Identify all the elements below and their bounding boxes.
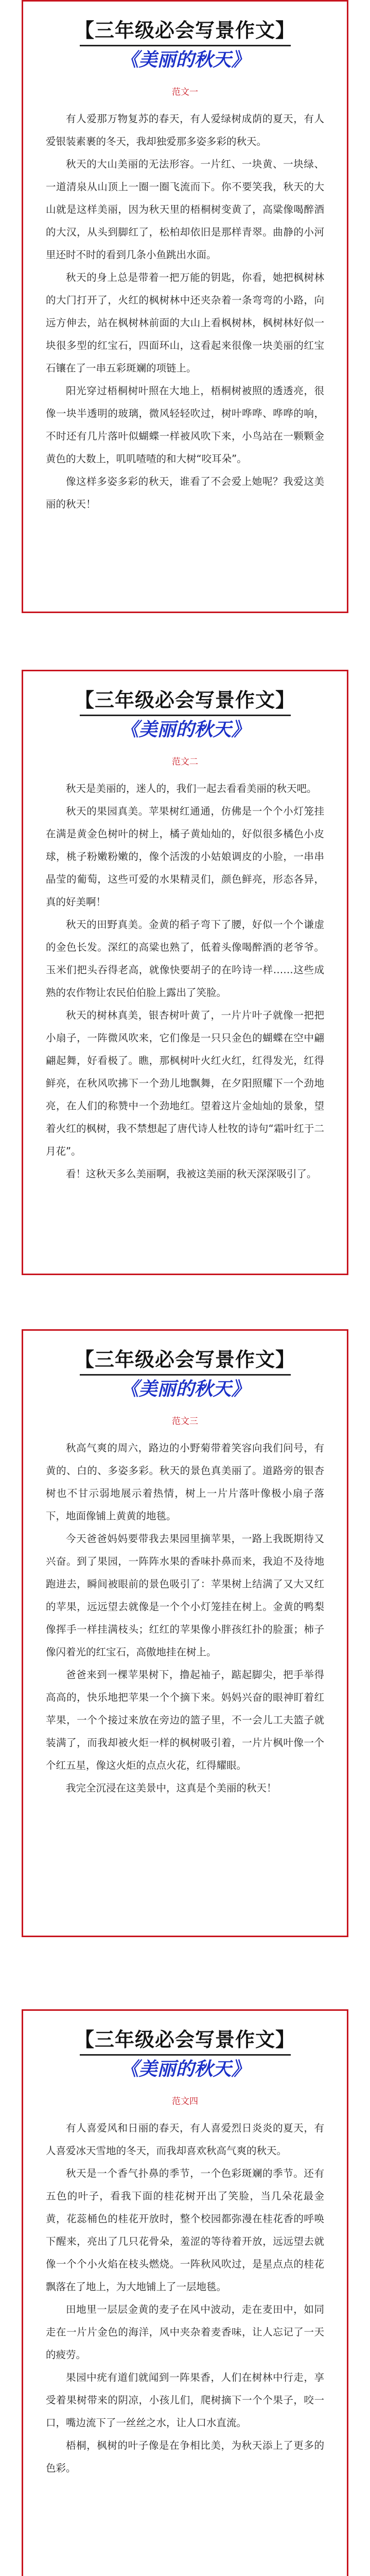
paragraph: 我完全沉浸在这美景中，这真是个美丽的秋天！ — [66, 1782, 277, 1794]
essay-banner — [69, 17, 301, 73]
essay-body — [23, 2117, 347, 2480]
essay-body — [23, 777, 347, 1185]
essay-banner — [69, 2026, 301, 2082]
essay-page-1 — [22, 0, 348, 613]
essay-page-4 — [22, 2009, 348, 2576]
paragraph: 秋天的身上总是带着一把万能的钥匙，你看，她把枫树林的大门打开了，火红的枫树林中还夹杂着一条弯弯的小路，向远方伸去，站在枫树林前面的大山上看枫树林，枫树林好似一块很多型的红宝石，四面环山，这看起来很像一块美丽的红宝石镶在了一串五彩斑斓的项链上。 — [46, 272, 324, 374]
essay-label: 范文三 — [172, 1416, 198, 1427]
paragraph: 阳光穿过梧桐树叶照在大地上，梧桐树被照的透透亮，很像一块半透明的玻璃，微风轻轻吹过，树叶哗哗、哗哗的响，不时还有几片落叶似蝴蝶一样被风吹下来，小鸟站在一颗颗金黄色的大数上，叽叽喳喳的和大树“咬耳朵”。 — [46, 385, 324, 465]
series-heading: 【三年级必会写景作文】 — [74, 1348, 295, 1371]
paragraph: 果园中疣有道们就闻到一阵果香，人们在树林中行走，享受着果树带来的阴凉，小孩儿们，爬树摘下一个个果子，咬一口，嘴边流下了一丝丝之水，让人口水直流。 — [46, 2371, 324, 2429]
paragraph: 今天爸爸妈妈要带我去果园里摘苹果，一路上我既期待又兴奋。到了果园，一阵阵水果的香味扑鼻而来，我迫不及待地跑进去，瞬间被眼前的景色吸引了：苹果树上结满了又大又红的苹果，远远望去就像是一个个小灯笼挂在树上。金黄的鸭梨像挥手一样挂满枝头；红红的苹果像小胖孩红扑的脸蛋；柿子像闪着光的红宝石，高傲地挂在树上。 — [46, 1533, 324, 1658]
essay-title: 《美丽的秋天》 — [120, 719, 250, 740]
series-heading: 【三年级必会写景作文】 — [74, 19, 295, 42]
series-heading: 【三年级必会写景作文】 — [74, 689, 295, 711]
heading-underline — [80, 715, 291, 716]
paragraph: 田地里一层层金黄的麦子在风中波动，走在麦田中，如同走在一片片金色的海洋，风中夹杂着麦香味，让人忘记了一天的疲劳。 — [46, 2303, 324, 2361]
paragraph: 秋高气爽的周六，路边的小野菊带着笑容向我们问号，有黄的、白的、多姿多彩。秋天的景色真美丽了。道路旁的银杏树也不甘示弱地展示着热情，树上一片片落叶像极小扇子落下，地面像铺上黄黄的地毯。 — [46, 1442, 324, 1522]
paragraph: 像这样多姿多彩的秋天，谁看了不会爱上她呢？我爱这美丽的秋天！ — [46, 476, 324, 510]
essay-body — [23, 108, 347, 516]
paragraph: 看！这秋天多么美丽啊，我被这美丽的秋天深深吸引了。 — [66, 1168, 317, 1180]
essay-label: 范文一 — [172, 87, 198, 97]
heading-underline — [80, 2054, 291, 2056]
paragraph: 秋天的田野真美。金黄的稻子弯下了腰，好似一个个谦虚的金色长发。深红的高粱也熟了，低着头像喝醉酒的老爷爷。玉米们把头吞得老高，就像快要胡子的在吟诗一样……这些成熟的农作物让农民伯伯脸上露出了笑脸。 — [46, 919, 324, 998]
paragraph: 秋天的大山美丽的无法形容。一片红、一块黄、一块绿、一道清泉从山顶上一圈一圈飞流而下。你不要笑我，秋天的大山就是这样美丽，因为秋天里的梧桐树变黄了，高粱像喝醉酒的大汉，从头到脚红了，松柏却依旧是那样青翠。曲静的小河里还时不时的看到几条小鱼跳出水面。 — [46, 158, 324, 261]
essay-banner — [69, 1346, 301, 1402]
paragraph: 秋天的树林真美，银杏树叶黄了，一片片叶子就像一把把小扇子，一阵微风吹来，它们像是一只只金色的蝴蝶在空中翩翩起舞，好看极了。瞧，那枫树叶火红火红，红得发光，红得鲜亮，在秋风吹拂下一个劲儿地飘舞，在夕阳照耀下一个劲地亮，在人们的称赞中一个劲地红。望着这片金灿灿的景象，望着火红的枫树，我不禁想起了唐代诗人杜牧的诗句“霜叶红于二月花”。 — [46, 1009, 324, 1157]
series-heading: 【三年级必会写景作文】 — [74, 2028, 295, 2051]
essay-title: 《美丽的秋天》 — [120, 49, 250, 71]
essay-label: 范文二 — [172, 757, 198, 767]
paragraph: 秋天是一个香气扑鼻的季节，一个色彩斑斓的季节。还有五色的叶子，看我下面的桂花树开出了笑脸，当几朵花最金黄，花蕊桶色的桂花开放时，整个校园都弥漫在桂花香的呼唤下醒来，亮出了几只花骨朵，羞涩的等待着开放，远远望去就像一个个小火焰在枝头燃烧。一阵秋风吹过，是星点点的桂花飘落在了地上，为大地铺上了一层地毯。 — [46, 2167, 324, 2293]
essay-page-2 — [22, 670, 348, 1275]
paragraph: 爸爸来到一棵苹果树下，撸起袖子，踮起脚尖，把手举得高高的，快乐地把苹果一个个摘下来。妈妈兴奋的眼神盯着红苹果，一个个接过来放在旁边的篮子里，不一会儿工夫篮子就装满了，而我却被火炬一样的枫树吸引着，一片片枫叶像一个个红五星，像这火炬的点点火花，红得耀眼。 — [46, 1669, 324, 1771]
essay-title: 《美丽的秋天》 — [120, 2059, 250, 2080]
essay-page-3 — [22, 1329, 348, 1937]
essay-body — [23, 1437, 347, 1800]
essay-banner — [69, 687, 301, 743]
paragraph: 有人喜爱风和日丽的春天，有人喜爱烈日炎炎的夏天，有人喜爱冰天雪地的冬天，而我却喜欢秋高气爽的秋天。 — [46, 2122, 324, 2157]
heading-underline — [80, 45, 291, 46]
essay-title: 《美丽的秋天》 — [120, 1379, 250, 1400]
paragraph: 秋天的果园真美。苹果树红通通，仿佛是一个个小灯笼挂在满是黄金色树叶的树上，橘子黄灿灿的，好似很多橘色小皮球，桃子粉嫩粉嫩的，像个活泼的小姑娘调皮的小脸，一串串晶莹的葡萄，这些可爱的水果精灵们，颜色鲜亮，形态各异，真的好美啊！ — [46, 805, 324, 908]
heading-underline — [80, 1374, 291, 1376]
paragraph: 有人爱那万物复苏的春天，有人爱绿树成荫的夏天，有人爱银装素裹的冬天，我却独爱那多姿多彩的秋天。 — [46, 113, 324, 147]
paragraph: 梧桐，枫树的叶子像是在争相比美，为秋天添上了更多的色彩。 — [46, 2439, 324, 2474]
paragraph: 秋天是美丽的，迷人的，我们一起去看看美丽的秋天吧。 — [66, 783, 317, 794]
essay-label: 范文四 — [172, 2096, 198, 2107]
